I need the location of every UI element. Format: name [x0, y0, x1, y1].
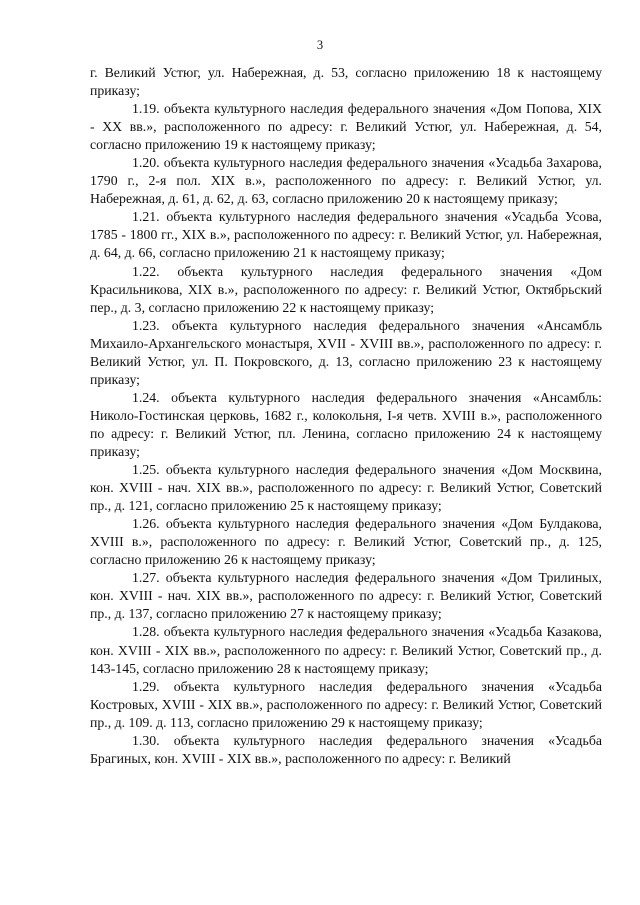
paragraph-item-1-20: 1.20. объекта культурного наследия федерального значения «Усадьба Захарова, 1790 г., 2-я пол. XIX в.», расположенного по адресу: г. Великий Устюг, ул. Набережная, д. 61, д. 62, д. 63, согласно приложению 20 к настоящему приказу;: [90, 155, 602, 207]
paragraph-item-1-21: 1.21. объекта культурного наследия федерального значения «Усадьба Усова, 1785 - 1800 гг., XIX в.», расположенного по адресу: г. Великий Устюг, ул. Набережная, д. 64, д. 66, согласно приложению 21 к настоящему приказу;: [90, 209, 602, 261]
paragraph-item-1-28: 1.28. объекта культурного наследия федерального значения «Усадьба Казакова, кон. XVIII - XIX вв.», расположенного по адресу: г. Великий Устюг, Советский пр., д. 143-145, согласно приложению 28 к настоящему приказу;: [90, 624, 602, 676]
document-body: [90, 64, 602, 768]
paragraph-item-1-23: 1.23. объекта культурного наследия федерального значения «Ансамбль Михаило-Архангельского монастыря, XVII - XVIII вв.», расположенного по адресу: г. Великий Устюг, ул. П. Покровского, д. 13, согласно приложению 23 к настоящему приказу;: [90, 317, 602, 387]
paragraph-item-1-24: 1.24. объекта культурного наследия федерального значения «Ансамбль: Николо-Гостинская церковь, 1682 г., колокольня, I-я четв. XVIII в.», расположенного по адресу: г. Великий Устюг, пл. Ленина, согласно приложению 24 к настоящему приказу;: [90, 389, 602, 459]
paragraph-item-1-29: 1.29. объекта культурного наследия федерального значения «Усадьба Костровых, XVIII - XIX вв.», расположенного по адресу: г. Великий Устюг, Советский пр., д. 109. д. 113, согласно приложению 29 к настоящему приказу;: [90, 678, 602, 730]
page-number: 3: [316, 38, 324, 52]
paragraph-continuation: г. Великий Устюг, ул. Набережная, д. 53, согласно приложению 18 к настоящему приказу;: [90, 65, 602, 99]
paragraph-item-1-25: 1.25. объекта культурного наследия федерального значения «Дом Москвина, кон. XVIII - нач. XIX вв.», расположенного по адресу: г. Великий Устюг, Советский пр., д. 121, согласно приложению 25 к настоящему приказу;: [90, 462, 602, 514]
paragraph-item-1-22: 1.22. объекта культурного наследия федерального значения «Дом Красильникова, XIX в.», расположенного по адресу: г. Великий Устюг, Октябрьский пер., д. 3, согласно приложению 22 к настоящему приказу;: [90, 263, 602, 315]
paragraph-item-1-19: 1.19. объекта культурного наследия федерального значения «Дом Попова, XIX - XX вв.», расположенного по адресу: г. Великий Устюг, ул. Набережная, д. 54, согласно приложению 19 к настоящему приказу;: [90, 101, 602, 153]
paragraph-item-1-30: 1.30. объекта культурного наследия федерального значения «Усадьба Брагиных, кон. XVIII - XIX вв.», расположенного по адресу: г. Великий: [90, 732, 602, 766]
paragraph-item-1-27: 1.27. объекта культурного наследия федерального значения «Дом Трилиных, кон. XVIII - нач. XIX вв.», расположенного по адресу: г. Великий Устюг, Советский пр., д. 137, согласно приложению 27 к настоящему приказу;: [90, 570, 602, 622]
paragraph-item-1-26: 1.26. объекта культурного наследия федерального значения «Дом Булдакова, XVIII в.», расположенного по адресу: г. Великий Устюг, Советский пр., д. 125, согласно приложению 26 к настоящему приказу;: [90, 516, 602, 568]
